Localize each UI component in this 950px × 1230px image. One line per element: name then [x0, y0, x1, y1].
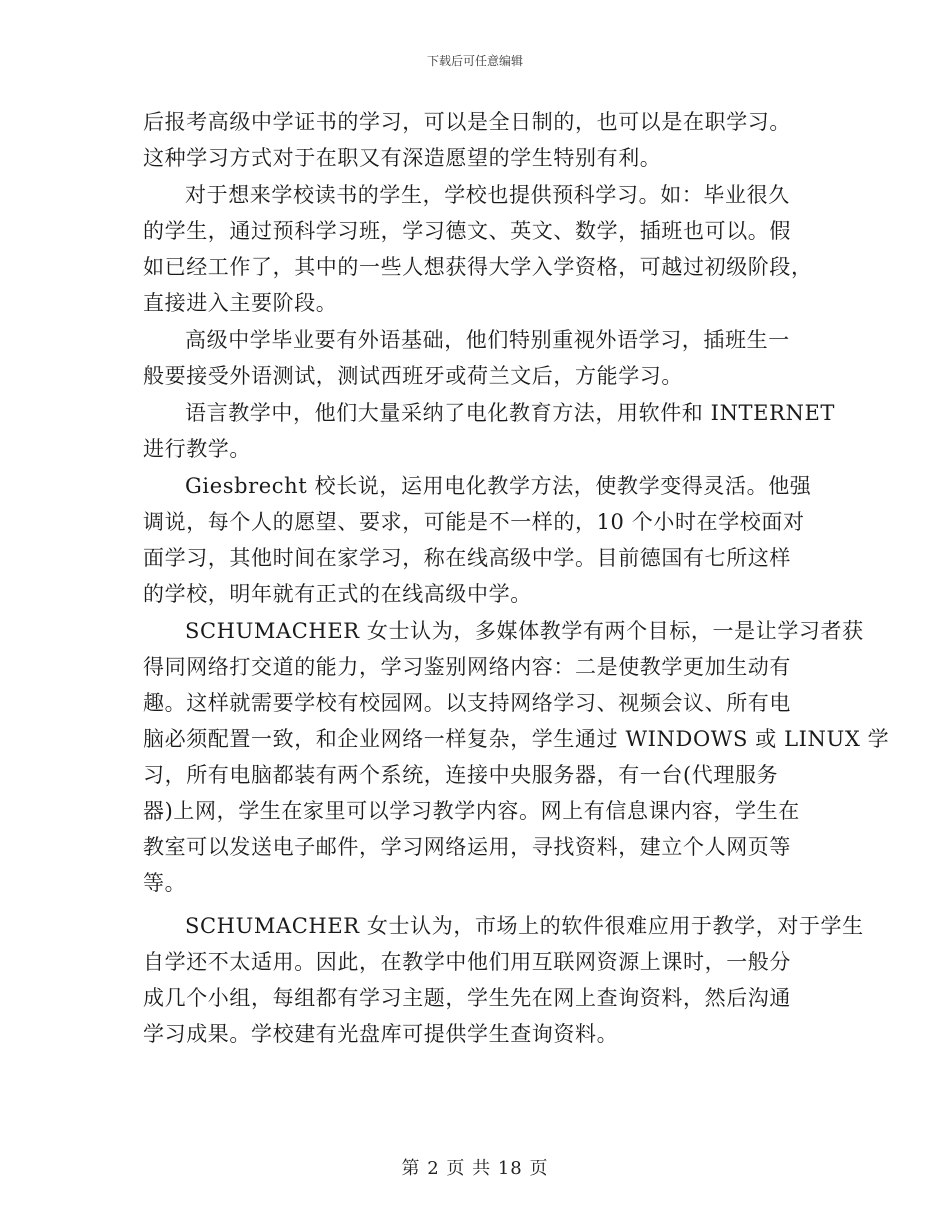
text-line: 自学还不太适用。因此，在教学中他们用互联网资源上课时，一般分	[143, 950, 791, 974]
text-line: 的学生，通过预科学习班，学习德文、英文、数学，插班也可以。假	[143, 219, 791, 243]
text-line: 如已经工作了，其中的一些人想获得大学入学资格，可越过初级阶段，	[143, 255, 813, 279]
text-line: 语言教学中，他们大量采纳了电化教育方法，用软件和 INTERNET	[185, 401, 836, 425]
text-line: 得同网络打交道的能力，学习鉴别网络内容：二是使教学更加生动有	[143, 655, 791, 679]
document-body	[143, 104, 890, 1052]
text-line: SCHUMACHER 女士认为，市场上的软件很难应用于教学，对于学生	[185, 914, 864, 938]
text-line: Giesbrecht 校长说，运用电化教学方法，使教学变得灵活。他强	[185, 474, 812, 498]
paragraph	[143, 395, 836, 467]
text-line: 高级中学毕业要有外语基础，他们特别重视外语学习，插班生一	[185, 328, 790, 352]
paragraph	[143, 104, 813, 176]
page-header-note: 下载后可任意编辑	[426, 54, 523, 68]
text-line: SCHUMACHER 女士认为，多媒体教学有两个目标，一是让学习者获	[185, 619, 864, 643]
text-line: 的学校，明年就有正式的在线高级中学。	[143, 582, 532, 606]
text-line: 学习成果。学校建有光盘库可提供学生查询资料。	[143, 1022, 619, 1046]
paragraph	[143, 908, 864, 1052]
text-line: 成几个小组，每组都有学习主题，学生先在网上查询资料，然后沟通	[143, 986, 791, 1010]
text-line: 器)上网，学生在家里可以学习教学内容。网上有信息课内容，学生在	[143, 799, 800, 823]
text-line: 进行教学。	[143, 437, 251, 461]
paragraph	[143, 468, 813, 612]
text-line: 对于想来学校读书的学生，学校也提供预科学习。如：毕业很久	[185, 183, 790, 207]
text-line: 直接进入主要阶段。	[143, 291, 338, 315]
page-number: 第 2 页 共 18 页	[401, 1158, 549, 1179]
text-line: 后报考高级中学证书的学习，可以是全日制的，也可以是在职学习。	[143, 110, 791, 134]
paragraph	[143, 613, 890, 901]
text-line: 脑必须配置一致，和企业网络一样复杂，学生通过 WINDOWS 或 LINUX 学	[143, 727, 890, 751]
paragraph	[143, 177, 813, 321]
text-line: 教室可以发送电子邮件，学习网络运用，寻找资料，建立个人网页等	[143, 835, 791, 859]
text-line: 调说，每个人的愿望、要求，可能是不一样的，10 个小时在学校面对	[143, 510, 805, 534]
text-line: 等。	[143, 871, 187, 895]
text-line: 面学习，其他时间在家学习，称在线高级中学。目前德国有七所这样	[143, 546, 791, 570]
text-line: 趣。这样就需要学校有校园网。以支持网络学习、视频会议、所有电	[143, 691, 791, 715]
text-line: 般要接受外语测试，测试西班牙或荷兰文后，方能学习。	[143, 364, 683, 388]
text-line: 这种学习方式对于在职又有深造愿望的学生特别有利。	[143, 146, 662, 170]
text-line: 习，所有电脑都装有两个系统，连接中央服务器，有一台(代理服务	[143, 763, 779, 787]
paragraph	[143, 322, 813, 394]
